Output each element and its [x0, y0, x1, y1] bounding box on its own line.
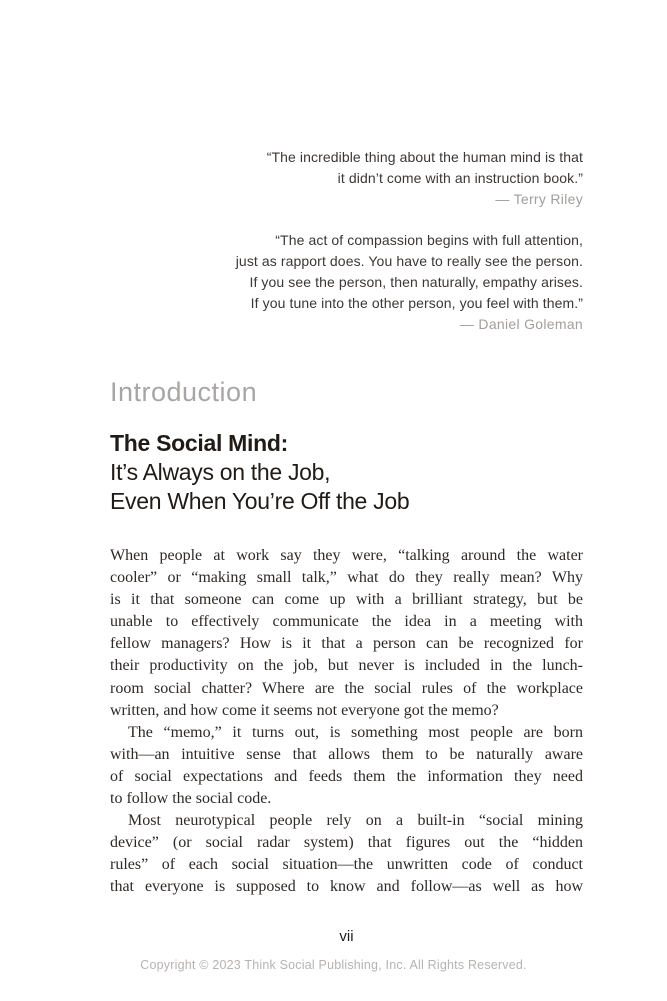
body-line: of social expectations and feeds them the information they need: [110, 767, 583, 785]
body-line: room social chatter? Where are the social rules of the workplace: [110, 679, 583, 697]
body-line: unable to effectively communicate the idea in a meeting with: [110, 613, 583, 631]
quote-block: [110, 147, 583, 210]
copyright-notice: Copyright © 2023 Think Social Publishing, Inc. All Rights Reserved.: [140, 958, 527, 972]
quote-line: If you tune into the other person, you feel with them.”: [250, 295, 583, 311]
quote-line: it didn’t come with an instruction book.”: [337, 170, 583, 186]
quote-line: If you see the person, then naturally, empathy arises.: [249, 274, 583, 290]
chapter-label: Introduction: [110, 377, 258, 407]
quote-line: just as rapport does. You have to really see the person.: [235, 253, 583, 269]
body-line: is it that someone can come up with a brilliant strategy, but be: [110, 591, 583, 609]
page-number: vii: [339, 928, 354, 945]
body-line: written, and how come it seems not everyone got the memo?: [110, 701, 499, 719]
body-line: with—an intuitive sense that allows them to be naturally aware: [110, 745, 583, 763]
body-line: When people at work say they were, “talking around the water: [110, 547, 583, 564]
paragraph: [110, 810, 583, 898]
chapter-title-line: Even When You’re Off the Job: [110, 488, 410, 514]
paragraph: [110, 545, 583, 722]
body-line: to follow the social code.: [110, 790, 272, 808]
quote-text: [110, 230, 583, 314]
chapter-title: [110, 429, 583, 516]
paragraph: [110, 722, 583, 810]
quote-line: “The act of compassion begins with full attention,: [275, 232, 583, 248]
epigraph-quotes: [110, 147, 583, 355]
body-line: device” (or social radar system) that figures out the “hidden: [110, 834, 583, 852]
body-line: fellow managers? How is it that a person can be recognized for: [110, 635, 583, 653]
body-text: [110, 545, 583, 899]
quote-text: [110, 147, 583, 189]
body-line: Most neurotypical people rely on a built-in “social mining: [128, 812, 583, 830]
body-line: that everyone is supposed to know and follow—as well as how: [110, 878, 583, 896]
quote-attribution: — Terry Riley: [495, 191, 583, 207]
body-line: their productivity on the job, but never is included in the lunch-: [110, 657, 583, 675]
body-line: The “memo,” it turns out, is something most people are born: [128, 723, 583, 741]
quote-attribution: — Daniel Goleman: [459, 316, 583, 332]
quote-block: [110, 230, 583, 335]
chapter-title-line: The Social Mind:: [110, 430, 288, 456]
body-line: rules” of each social situation—the unwritten code of conduct: [110, 856, 583, 874]
body-line: cooler” or “making small talk,” what do they really mean? Why: [110, 569, 583, 587]
quote-line: “The incredible thing about the human mind is that: [266, 149, 583, 165]
chapter-title-line: It’s Always on the Job,: [110, 459, 331, 485]
